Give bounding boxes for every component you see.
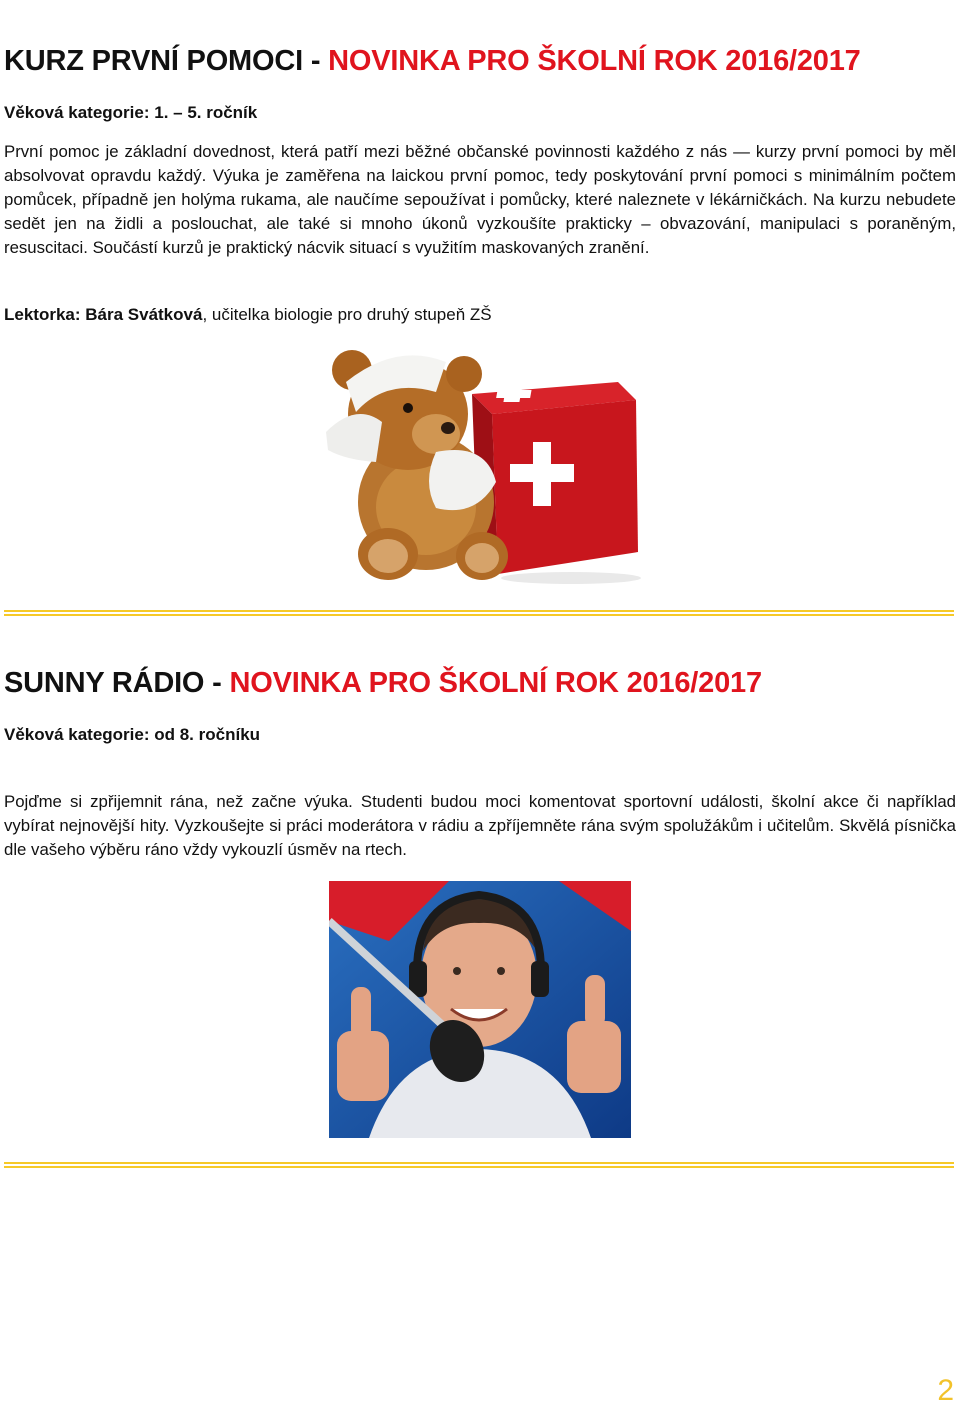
section1-title-accent: NOVINKA PRO ŠKOLNÍ ROK 2016/2017 — [328, 45, 861, 77]
section2-age-category: Věková kategorie: od 8. ročníku — [4, 725, 261, 744]
section1-description: První pomoc je základní dovednost, která patří mezi běžné občanské povinnosti každého z nás — kurzy první pomoci by měl absolvovat opravdu každý. Výuka je zaměřena na laickou první pomoc, tedy poskytování první pomoci s minimálním počtem pomůcek, případně jen holýma rukama, ale naučíme sepoužívat i pomůcky, které naleznete v lékárničkách. Na kurzu nebudete sedět jen na židli a poslouchat, ale také si mnoho úkonů vyzkoušíte prakticky – obvazování, manipulaci s poraněným, resuscitaci. Součástí kurzů je praktický nácvik situací s využitím maskovaných zranění. — [4, 142, 956, 257]
section1-age-category: Věková kategorie: 1. – 5. ročník — [4, 103, 258, 122]
section2-title-main: SUNNY RÁDIO - — [4, 667, 230, 699]
page-number: 2 — [937, 1374, 954, 1407]
section2-title-accent: NOVINKA PRO ŠKOLNÍ ROK 2016/2017 — [229, 667, 762, 699]
divider — [4, 610, 954, 616]
lector-name: Lektorka: Bára Svátková — [4, 305, 203, 324]
lector-detail: , učitelka biologie pro druhý stupeň ZŠ — [202, 305, 492, 324]
radio-host-image — [329, 881, 631, 1138]
section2-title — [4, 666, 956, 700]
section2-description: Pojďme si zpřijemnit rána, než začne výuka. Studenti budou moci komentovat sportovní události, školní akce či například vybírat nejnovější hity. Vyzkoušejte si práci moderátora v rádiu a zpříjemněte rána svým spolužákům i učitelům. Skvělá písnička dle vašeho výběru ráno vždy vykouzlí úsměv na rtech. — [4, 792, 956, 859]
teddy-bear-first-aid-image — [286, 342, 672, 588]
section1-title-main: KURZ PRVNÍ POMOCI - — [4, 45, 329, 77]
divider — [4, 1162, 954, 1168]
section1-lector — [4, 304, 956, 326]
section1-title — [4, 44, 956, 78]
